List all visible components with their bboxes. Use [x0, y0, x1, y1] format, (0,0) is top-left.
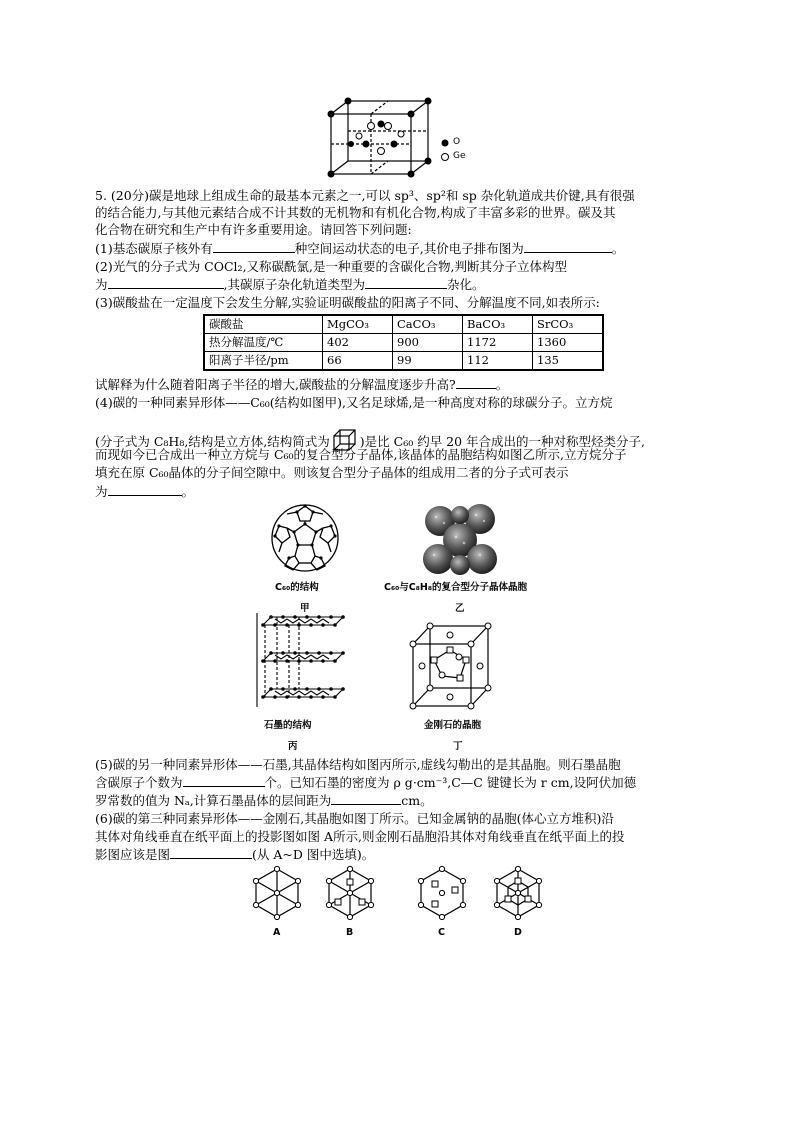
q5-part5-text-c2: cm。: [401, 793, 433, 808]
projection-option-b: [322, 865, 378, 921]
q5-intro-line3: 化合物在研究和生产中有许多重要用途。请回答下列问题:: [95, 222, 412, 237]
q5-part3-end: 。: [495, 377, 509, 392]
table-cell: 99: [393, 352, 463, 371]
table-cell: 402: [323, 334, 393, 352]
q5-intro-line2: 的结合能力,与其他元素结合成不计其数的无机物和有机化合物,构成了丰富多彩的世界。碳及其: [95, 205, 616, 220]
table-cell: 1172: [463, 334, 533, 352]
q5-part5-text-b2: 个。已知石墨的密度为 ρ g·cm⁻³,C—C 键键长为 r cm,设阿伏加德: [264, 775, 637, 790]
q5-part2-line2: [95, 276, 485, 293]
projection-option-a: [249, 865, 305, 921]
caption-composite-crystal: C₆₀与C₈H₈的复合型分子晶体晶胞: [384, 582, 528, 593]
germanium-legend-icon: [440, 152, 450, 162]
q5-part6-text-c2: (从 A~D 图中选填)。: [252, 847, 375, 862]
q5-intro-line1: 5. (20分)碳是地球上组成生命的最基本元素之一,可以 sp³、sp²和 sp 杂化轨道成共价键,具有很强: [95, 188, 635, 203]
oxygen-legend-icon: [440, 138, 450, 148]
graphite-structure-figure: [253, 611, 348, 711]
q5-part1-blank2[interactable]: [524, 240, 612, 253]
table-row: [204, 352, 603, 371]
table-cell: 112: [463, 352, 533, 371]
table-cell: 阳离子半径/pm: [204, 352, 323, 371]
table-cell: 碳酸盐: [204, 315, 323, 334]
q5-part5-line3: [95, 792, 433, 809]
q5-part4-line5: [95, 483, 194, 500]
q5-part4-line4: 填充在原 C₆₀晶体的分子间空隙中。则该复合型分子晶体的组成用二者的分子式可表示: [95, 465, 569, 480]
q5-part6-line1: (6)碳的第三种同素异形体——金刚石,其晶胞如图丁所示。已知金属钠的晶胞(体心立方堆积)沿: [95, 811, 614, 826]
q5-part4-text-f: 。: [181, 484, 195, 499]
q5-part2-line1: (2)光气的分子式为 COCl₂,又称碳酰氯,是一种重要的含碳化合物,判断其分子立体构型: [95, 259, 567, 274]
q5-part3-blank[interactable]: [456, 376, 496, 389]
table-cell: 1360: [533, 334, 604, 352]
q5-part6-line3: [95, 846, 374, 863]
q5-part3-question: [95, 376, 508, 393]
caption-graphite-structure: 石墨的结构: [264, 720, 312, 731]
label-bing: 丙: [288, 741, 298, 752]
caption-diamond-cell: 金刚石的晶胞: [424, 720, 482, 731]
q5-part5-blank2[interactable]: [331, 792, 401, 805]
q5-part6-blank[interactable]: [170, 846, 252, 859]
q5-part4-text-e: 为: [95, 484, 108, 499]
table-row: [204, 334, 603, 352]
q5-part2-text-d: 杂化。: [447, 277, 485, 292]
q5-part3-line: (3)碳酸盐在一定温度下会发生分解,实验证明碳酸盐的阳离子不同、分解温度不同,如表所示:: [95, 295, 600, 310]
q5-part6-line2: 其体对角线垂直在纸平面上的投影图如图 A所示,则金刚石晶胞沿其体对角线垂直在纸平面上的投: [95, 829, 625, 844]
q5-part4-line1: (4)碳的一种同素异形体——C₆₀(结构如图甲),又名足球烯,是一种高度对称的球碳分子。立方烷: [95, 395, 613, 410]
option-b-label: B: [346, 927, 354, 938]
label-ding: 丁: [453, 741, 463, 752]
q5-part6-text-c1: 影图应该是图: [95, 847, 171, 862]
q5-part5-line2: [95, 774, 636, 791]
diamond-cell-figure: [408, 620, 493, 710]
label-yi: 乙: [455, 603, 465, 614]
q5-part4-line3: 而现如今已合成出一种立方烷与 C₆₀的复合型分子晶体,该晶体的晶胞结构如图乙所示,立方烷分子: [95, 447, 627, 462]
q5-part1-blank1[interactable]: [213, 240, 295, 253]
carbonate-table: [203, 314, 604, 371]
legend-ge-label: Ge: [453, 151, 466, 161]
c60-structure-figure: [265, 500, 345, 576]
q5-part1-text-a: (1)基态碳原子核外有: [95, 241, 213, 256]
q5-part2-text-c: ,其碳原子杂化轨道类型为: [223, 277, 365, 292]
table-cell: 900: [393, 334, 463, 352]
q5-part2-text-b: 为: [95, 277, 108, 292]
table-cell: CaCO₃: [393, 315, 463, 334]
option-a-label: A: [273, 927, 281, 938]
label-jia: 甲: [300, 603, 310, 614]
q5-part4-text-b1: (分子式为 C₈H₈,结构是立方体,结构简式为: [95, 434, 330, 449]
q5-part5-text-c1: 罗常数的值为 Nₐ,计算石墨晶体的层间距为: [95, 793, 332, 808]
q5-part2-blank2[interactable]: [365, 276, 447, 289]
composite-crystal-figure: [420, 503, 500, 577]
ge-o-crystal-figure: [326, 96, 436, 178]
q5-part5-text-b1: 含碳原子个数为: [95, 775, 183, 790]
q5-part5-blank1[interactable]: [183, 774, 265, 787]
table-cell: MgCO₃: [323, 315, 393, 334]
caption-c60-structure: C₆₀的结构: [275, 582, 319, 593]
table-row: [204, 315, 603, 334]
legend-o-label: O: [453, 137, 461, 147]
q5-part4-blank[interactable]: [108, 483, 182, 496]
table-cell: 135: [533, 352, 604, 371]
option-c-label: C: [438, 927, 445, 938]
q5-part5-line1: (5)碳的另一种同素异形体——石墨,其晶体结构如图丙所示,虚线勾勒出的是其晶胞。则石墨晶胞: [95, 757, 621, 772]
projection-option-d: [490, 865, 546, 921]
table-cell: 热分解温度/℃: [204, 334, 323, 352]
table-cell: SrCO₃: [533, 315, 604, 334]
table-cell: 66: [323, 352, 393, 371]
q5-part1-text-c: 。: [611, 241, 625, 256]
q5-part4-text-b2: )是比 C₆₀ 约早 20 年合成出的一种对称型烃类分子,: [359, 434, 646, 449]
table-cell: BaCO₃: [463, 315, 533, 334]
q5-part1: [95, 240, 624, 257]
q5-part3-q-text: 试解释为什么随着阳离子半径的增大,碳酸盐的分解温度逐步升高?: [95, 377, 456, 392]
projection-option-c: [414, 865, 470, 921]
q5-part2-blank1[interactable]: [108, 276, 224, 289]
q5-part1-text-b: 种空间运动状态的电子,其价电子排布图为: [294, 241, 524, 256]
option-d-label: D: [514, 927, 522, 938]
